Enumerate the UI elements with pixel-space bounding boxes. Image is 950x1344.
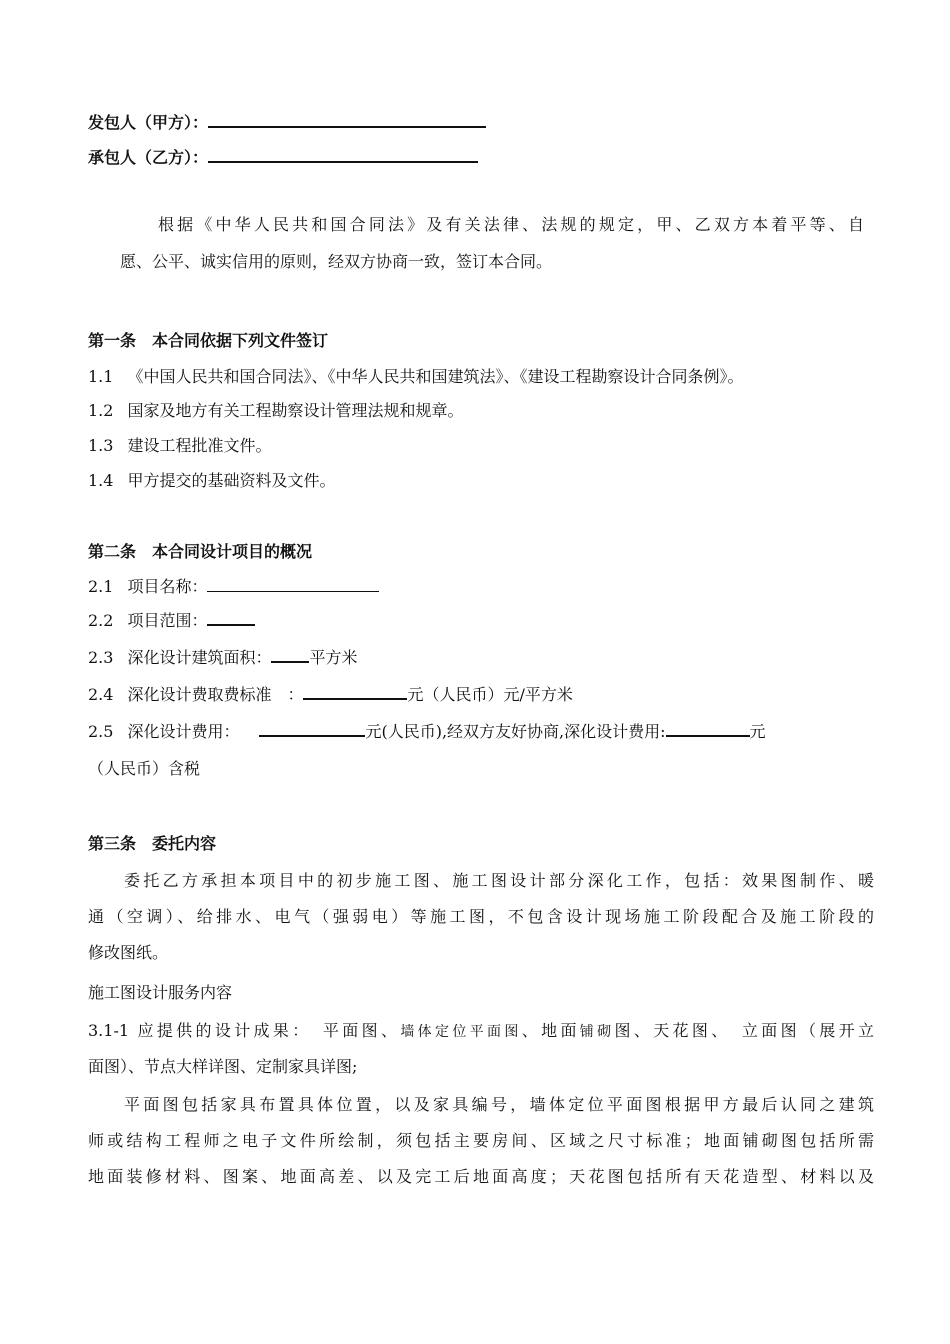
negotiated-fee-blank[interactable] (666, 721, 750, 737)
item-number: 2.5 (88, 722, 114, 741)
item-number: 2.2 (88, 611, 114, 630)
item-text: 建设工程批准文件。 (127, 436, 272, 455)
article3-title: 第三条 委托内容 (88, 834, 217, 853)
item-number: 1.1 (88, 367, 114, 386)
project-scope-label: 项目范围： (127, 611, 208, 630)
article3-p1-line-3: 修改图纸。 (88, 943, 169, 962)
employer-line (88, 110, 486, 134)
design-fee-mid: 元(人民币),经双方友好协商,深化设计费用: (365, 722, 666, 741)
article1-item-2 (88, 400, 463, 422)
project-name-blank[interactable] (207, 577, 379, 592)
item-number: 1.2 (88, 401, 114, 420)
area-blank[interactable] (271, 647, 309, 663)
fee-standard-blank[interactable] (303, 684, 407, 700)
article1-item-4 (88, 470, 335, 492)
employer-blank[interactable] (208, 110, 486, 128)
deliverables-floor: 、地面 (521, 1021, 580, 1040)
intro-line-1: 根据《中华人民共和国合同法》及有关法律、法规的规定，甲、乙双方本着平等、自 (158, 215, 864, 234)
article1-item-3 (88, 435, 271, 457)
deliverables-line-1 (88, 1020, 874, 1043)
article2-item-2 (88, 610, 255, 632)
item-number: 2.4 (88, 685, 114, 704)
item-number: 1.3 (88, 436, 114, 455)
article2-item-5 (88, 721, 766, 743)
article3-p2-line-1: 平面图包括家具布置具体位置，以及家具编号，墙体定位平面图根据甲方最后认同之建筑 (124, 1095, 874, 1114)
deliverables-paving: 铺砌 (579, 1024, 615, 1040)
item-number: 2.3 (88, 648, 114, 667)
deliverables-rest: 图、天花图、 立面图（展开立 (614, 1021, 874, 1040)
article3-p2-line-2: 师或结构工程师之电子文件所绘制，须包括主要房间、区域之尺寸标准；地面铺砌图包括所需 (88, 1131, 874, 1150)
area-unit: 平方米 (309, 648, 358, 667)
article2-item-1 (88, 576, 379, 598)
article3-p1-line-2: 通（空调）、给排水、电气（强弱电）等施工图，不包含设计现场施工阶段配合及施工阶段的 (88, 907, 874, 926)
deliverables-prefix: 3.1-1 应提供的设计成果： 平面图、 (88, 1021, 401, 1040)
article2-item-3 (88, 647, 357, 669)
contractor-line (88, 145, 478, 169)
project-scope-blank[interactable] (207, 610, 255, 626)
area-label: 深化设计建筑面积： (127, 648, 272, 667)
article2-item-4 (88, 684, 573, 706)
item-number: 2.1 (88, 577, 114, 596)
contractor-label: 承包人（乙方）： (88, 148, 209, 167)
design-fee-label: 深化设计费用： (127, 722, 240, 741)
fee-standard-unit: 元（人民币）元/平方米 (407, 685, 573, 704)
design-fee-unit: 元 (749, 722, 766, 741)
intro-line-2: 愿、公平、诚实信用的原则，经双方协商一致，签订本合同。 (120, 252, 553, 271)
article3-subhead: 施工图设计服务内容 (88, 983, 233, 1002)
deliverables-line-2: 面图）、节点大样详图、定制家具详图; (88, 1057, 358, 1076)
fee-standard-label: 深化设计费取费标准 ： (127, 685, 304, 704)
article2-item-5-cont: （人民币）含税 (88, 759, 201, 778)
contractor-blank[interactable] (208, 145, 478, 163)
item-number: 1.4 (88, 471, 114, 490)
article2-title: 第二条 本合同设计项目的概况 (88, 542, 313, 561)
project-name-label: 项目名称： (127, 577, 208, 596)
item-text: 国家及地方有关工程勘察设计管理法规和规章。 (127, 401, 464, 420)
item-text: 甲方提交的基础资料及文件。 (127, 471, 336, 490)
employer-label: 发包人（甲方）： (88, 113, 209, 132)
article3-p1-line-1: 委托乙方承担本项目中的初步施工图、施工图设计部分深化工作，包括：效果图制作、暖 (124, 871, 874, 890)
design-fee-blank[interactable] (259, 721, 365, 737)
article1-item-1 (88, 366, 743, 388)
item-text: 《中国人民共和国合同法》、《中华人民共和国建筑法》、《建设工程勘察设计合同条例》。 (127, 367, 744, 386)
deliverables-wall-plan: 墙体定位平面图 (400, 1024, 522, 1040)
article1-title: 第一条 本合同依据下列文件签订 (88, 331, 329, 350)
article3-p2-line-3: 地面装修材料、图案、地面高差、以及完工后地面高度；天花图包括所有天花造型、材料以及 (88, 1167, 874, 1186)
